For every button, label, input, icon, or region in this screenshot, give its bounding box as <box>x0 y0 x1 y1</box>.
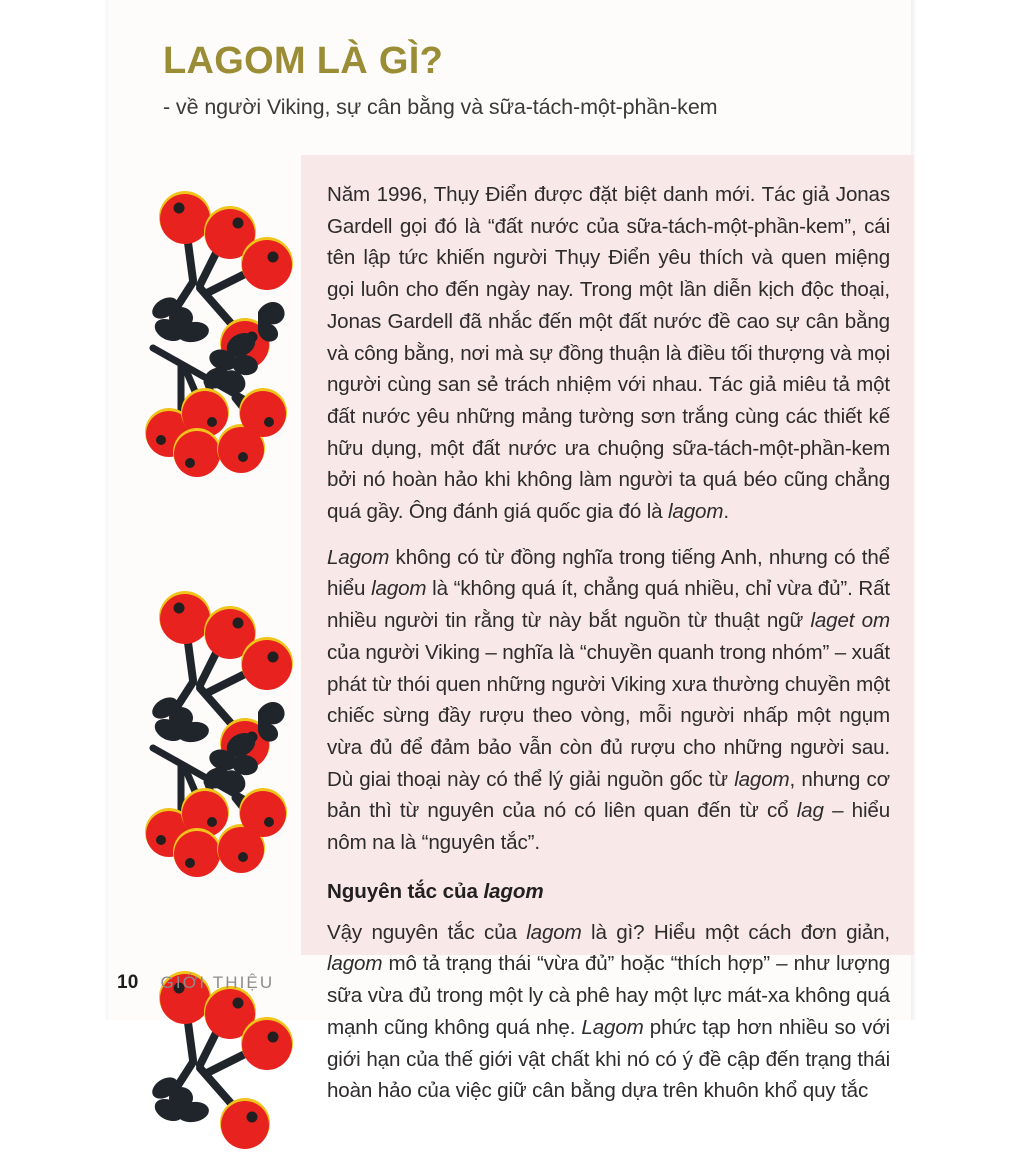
italic-term: lagom <box>734 767 790 791</box>
article-text-panel <box>301 155 914 1103</box>
text-run: mô tả trạng thái “vừa đủ” hoặc “thích hợp” – như lượng sữa vừa đủ trong một ly cà phê hay một lực mát-xa không quá mạnh cũng không quá nhẹ. <box>327 952 890 1039</box>
article-body <box>327 179 890 1103</box>
berry-branch-motif <box>145 560 300 960</box>
berry-branch-icon <box>145 160 300 560</box>
italic-term: lagom <box>526 920 582 944</box>
page-header <box>163 42 903 120</box>
paragraph-1-text: Năm 1996, Thụy Điển được đặt biệt danh mới. Tác giả Jonas Gardell gọi đó là “đất nước của sữa-tách-một-phần-kem”, cái tên lập tức khiến người Thụy Điển yêu thích và quen miệng gọi luôn cho đến ngày nay. Trong một lần diễn kịch độc thoại, Jonas Gardell đã nhắc đến một đất nước đề cao sự cân bằng và công bằng, nơi mà sự đồng thuận là điều tối thượng và mọi người cùng san sẻ trách nhiệm với nhau. Tác giả miêu tả một đất nước yêu những mảng tường sơn trắng cùng các thiết kế hữu dụng, một đất nước ưa chuộng sữa-tách-một-phần-kem bởi nó hoàn hảo khi không làm người ta quá béo cũng chẳng quá gầy. Ông đánh giá quốc gia đó là <box>327 183 890 524</box>
page-footer <box>117 972 274 994</box>
section-heading <box>327 879 890 905</box>
italic-term: lag <box>796 799 824 823</box>
paragraph-2 <box>327 542 890 859</box>
footer-section-label: GIỚI THIỆU <box>160 973 275 992</box>
italic-term: laget om <box>810 609 890 633</box>
paragraph-1 <box>327 179 890 528</box>
text-run: của người Viking – nghĩa là “chuyền quanh trong nhóm” – xuất phát từ thói quen những người Viking xưa thường chuyền một chiếc sừng đầy rượu theo vòng, mỗi người nhấp một ngụm vừa đủ để đảm bảo vẫn còn đủ rượu cho những người sau. Dù giai thoại này có thể lý giải nguồn gốc từ <box>327 640 890 791</box>
paragraph-3 <box>327 917 890 1107</box>
italic-term: Lagom <box>327 545 390 569</box>
text-run: là gì? Hiểu một cách đơn giản, <box>581 920 890 944</box>
berry-branch-motif <box>145 160 300 560</box>
page-subtitle: - về người Viking, sự cân bằng và sữa-tách-một-phần-kem <box>163 94 718 119</box>
berry-illustration-column <box>145 160 300 960</box>
italic-term: Lagom <box>581 1015 644 1039</box>
paragraph-1-italic-term: lagom <box>668 500 724 524</box>
text-run: , nhưng cơ bản thì từ nguyên của nó có liên quan đến từ cổ <box>327 767 890 823</box>
text-run: Vậy nguyên tắc của <box>327 920 527 944</box>
page-title: LAGOM LÀ GÌ? <box>163 40 444 82</box>
text-run: – hiểu nôm na là “nguyên tắc”. <box>327 799 890 855</box>
paragraph-1-tail: . <box>723 500 729 524</box>
text-run: phức tạp hơn nhiều so với giới hạn của thế giới vật chất khi nó có ý đề cập đến trạng thái hoàn hảo của việc giữ cân bằng dựa trên khuôn khổ quy tắc <box>327 1015 890 1103</box>
italic-term: lagom <box>371 577 427 601</box>
berry-branch-icon <box>145 560 300 960</box>
text-run: là “không quá ít, chẳng quá nhiều, chỉ vừa đủ”. Rất nhiều người tin rằng từ này bắt nguồn từ thuật ngữ <box>327 577 890 633</box>
italic-term: lagom <box>327 952 383 976</box>
text-run: Nguyên tắc của <box>327 879 484 903</box>
italic-term: lagom <box>483 879 544 903</box>
text-run: không có từ đồng nghĩa trong tiếng Anh, nhưng có thể hiểu <box>327 545 890 601</box>
page-number: 10 <box>117 972 139 993</box>
